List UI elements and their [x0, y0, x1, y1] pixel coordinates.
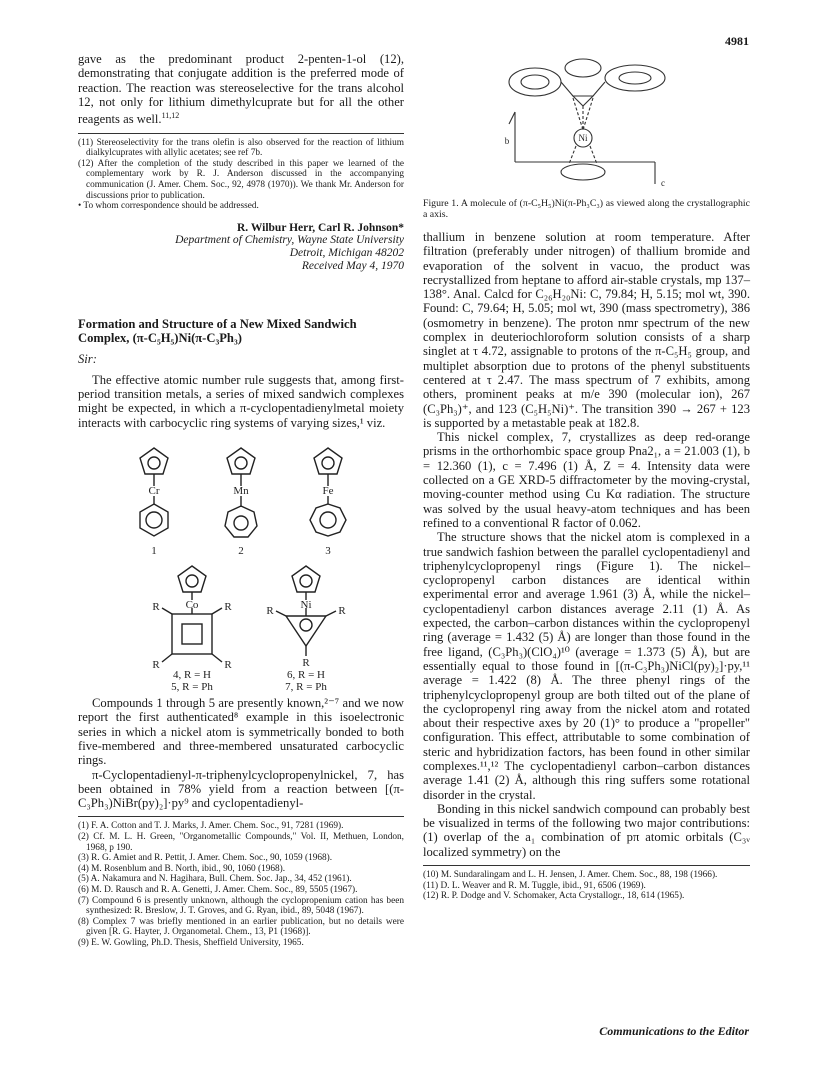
figure-1-molecule: [423, 52, 750, 192]
ref-7: (7) Compound 6 is presently unknown, although the cyclopropenium cation has been synthesized: R. Breslow, J. T. Groves, and G. Ryan, ibid., 89, 5048 (1967).: [78, 895, 404, 917]
label-7: 7, R = Ph: [285, 681, 327, 693]
label-5: 5, R = Ph: [171, 681, 213, 693]
affiliation-2: Detroit, Michigan 48202: [289, 246, 404, 259]
paragraph-2: Compounds 1 through 5 are presently known,²⁻⁷ and we now report the first authenticated⁸ example in this isoelectronic series in which a nickel atom is symmetrically bonded to both five-membered and three-membered unsaturated carbocyclic rings.: [78, 696, 404, 768]
ref-9: (9) E. W. Gowling, Ph.D. Thesis, Sheffield University, 1965.: [78, 937, 304, 948]
ref-6: (6) M. D. Rausch and R. A. Genetti, J. Amer. Chem. Soc., 89, 5505 (1967).: [78, 884, 358, 895]
compound-1-number: 1: [151, 545, 157, 558]
r-group: R: [266, 605, 274, 618]
ref-11: (11) D. L. Weaver and R. M. Tuggle, ibid., 91, 6506 (1969).: [423, 880, 646, 891]
note-correspondence: • To whom correspondence should be addressed.: [78, 201, 259, 212]
r-group: R: [338, 605, 346, 618]
label-6: 6, R = H: [287, 669, 325, 682]
received-date: Received May 4, 1970: [301, 259, 404, 272]
metal-fe: Fe: [322, 485, 334, 498]
sandwich-scheme: [78, 434, 404, 692]
ref-5: (5) A. Nakamura and N. Hagihara, Bull. Chem. Soc. Jap., 34, 452 (1961).: [78, 874, 352, 885]
note-11: (11) Stereoselectivity for the trans olefin is also observed for the reaction of lithium dialkylcuprates with allylic acetates; see ref 7b.: [78, 137, 404, 159]
ref-1: (1) F. A. Cotton and T. J. Marks, J. Amer. Chem. Soc., 91, 7281 (1969).: [78, 821, 344, 832]
ref-12: (12) R. P. Dodge and V. Schomaker, Acta Crystallogr., 18, 614 (1965).: [423, 891, 685, 902]
compound-2-number: 2: [238, 545, 244, 558]
paragraph-3: π-Cyclopentadienyl-π-triphenylcyclopropenylnickel, 7, has been obtained in 78% yield from a reaction between [(π-C₃Ph₃)NiBr(py)₂]·py⁹ and cyclopentadienyl-: [78, 767, 404, 811]
affiliation-1: Department of Chemistry, Wayne State University: [175, 233, 404, 246]
ref-8: (8) Complex 7 was briefly mentioned in an earlier publication, but no details were given [R. G. Hayter, J. Organometal. Chem., 13, P1 (1968)].: [78, 916, 404, 938]
note-12: (12) After the completion of the study described in this paper we learned of the complementary work by R. J. Anderson discussed in the accompanying communication (J. Amer. Chem. Soc., 92, 4978 (1970)). We thank Mr. Anderson for discussions prior to publication.: [78, 158, 404, 201]
page-number: 4981: [725, 34, 749, 48]
r-group: R: [302, 657, 310, 670]
r-group: R: [152, 659, 160, 672]
ref-3: (3) R. G. Amiet and R. Pettit, J. Amer. Chem. Soc., 90, 1059 (1968).: [78, 853, 333, 864]
paragraph-6: The structure shows that the nickel atom is complexed in a true sandwich fashion between the parallel cyclopentadienyl and triphenylcyclopropenyl rings (Figure 1). The nickel–cyclopropenyl carbon distances are identical within experimental error and average 1.961 (3) Å, while the nickel–cyclopentadienyl carbon distances average 2.11 (1) Å. As expected, the carbon–carbon distances within the cyclopropenyl ring (average = 1.432 (5) Å) are longer than those found in the free ligand, (C₃Ph₃)(ClO₄)¹⁰ (average = 1.373 (5) Å), but are essentially equal to those found in [(π-C₃Ph₃)NiCl(py)₂]·py,¹¹ average = 1.422 (8) Å. The three phenyl rings of the triphenylcyclopropenyl group are both tilted out of the plane of the cyclopropenyl ring away from the nickel atom and rotated about their respective axes by 20 (1)° to produce a "propeller" configuration. This effect, attributable to some combination of steric and hybridization factors, has been found in other similar complexes.¹¹,¹² The cyclopentadienyl carbon–carbon distances average 1.41 (2) Å, although this ring suffers some rotational disorder in the crystal.: [423, 530, 750, 802]
salutation: Sir:: [78, 351, 97, 366]
journal-section-footer: Communications to the Editor: [599, 1024, 749, 1038]
r-group: R: [152, 601, 160, 614]
metal-co: Co: [185, 599, 199, 612]
ref-2: (2) Cf. M. L. H. Green, "Organometallic Compounds," Vol. II, Methuen, London, 1968, p 190.: [78, 831, 404, 853]
paragraph-1: The effective atomic number rule suggests that, among first-period transition metals, a series of mixed sandwich complexes might be expected, in which a π-cyclopentadienylmetal moiety interacts with carbocyclic ring systems of varying sizes,¹ viz.: [78, 372, 404, 430]
paragraph-7: Bonding in this nickel sandwich compound can probably best be visualized in terms of the following two major contributions: (1) overlap of the a₁ combination of pπ atomic orbitals (C₃ᵥ localized symmetry) on the: [423, 801, 750, 859]
paragraph-4: thallium in benzene solution at room temperature. After filtration (preferably under nitrogen) of thallium bromide and evaporation of the solvent in vacuo, the product was recrystallized from heptane to afford air-stable crystals, mp 137–138°. Anal. Calcd for C₂₆H₂₀Ni: C, 79.84; H, 5.15; mol wt, 390. Found: C, 79.64; H, 5.05; mol wt, 390 (mass spectrometry), 386 (osmometry in benzene). The proton nmr spectrum of the new complex in deuteriochloroform solution consists of a sharp singlet at τ 4.72, assignable to protons of the π-C₅H₅ group, and multiplet absorption due to protons of the phenyl substituents centered at τ 2.47. The mass spectrum of 7 exhibits, among others, prominent peaks at m/e 390 (molecular ion), 267 (C₃Ph₃)⁺, and 123 (C₅H₅Ni)⁺. The transition 390 → 267 + 123 is supported by a metastable peak at 182.8.: [423, 230, 750, 430]
paragraph-5: This nickel complex, 7, crystallizes as deep red-orange prisms in the orthorhombic space group Pna2₁, a = 21.003 (1), b = 12.360 (1), c = 7.496 (1) Å, Z = 4. Intensity data were collected on a GE XRD-5 diffractometer by the moving-crystal, moving-counter method using Cu Kα radiation. The structure was solved by the usual heavy-atom techniques and has been refined to a conventional R factor of 0.062.: [423, 430, 750, 530]
right-column: [423, 52, 750, 902]
intro-paragraph: gave as the predominant product 2-penten-1-ol (12), demonstrating that conjugate addition is the preferred mode of reaction. The reaction was stereoselective for the trans alcohol 12, not only for lithium dimethylcuprate but for all the other reagents as well.$^{11,12}$: [78, 52, 404, 127]
article-title: Formation and Structure of a New Mixed Sandwich Complex, (π-C₅H₅)Ni(π-C₃Ph₃): [78, 316, 357, 346]
label-4: 4, R = H: [173, 669, 211, 682]
ref-4: (4) M. Rosenblum and B. North, ibid., 90, 1060 (1968).: [78, 863, 286, 874]
ref-10: (10) M. Sundaralingam and L. H. Jensen, J. Amer. Chem. Soc., 88, 198 (1966).: [423, 870, 718, 881]
figure-caption: Figure 1. A molecule of (π-C₅H₅)Ni(π-Ph₃C₃) as viewed along the crystallographic a axis.: [423, 198, 750, 220]
metal-cr: Cr: [148, 485, 160, 498]
metal-mn: Mn: [233, 485, 249, 498]
r-group: R: [224, 601, 232, 614]
left-column: [78, 52, 404, 949]
compound-3-number: 3: [325, 545, 331, 558]
authors: R. Wilbur Herr, Carl R. Johnson*: [237, 221, 404, 234]
nickel-atom-label: Ni: [578, 133, 588, 143]
axis-b-label: b: [504, 136, 510, 146]
metal-ni: Ni: [300, 599, 312, 612]
r-group: R: [224, 659, 232, 672]
axis-c-label: c: [661, 178, 665, 188]
